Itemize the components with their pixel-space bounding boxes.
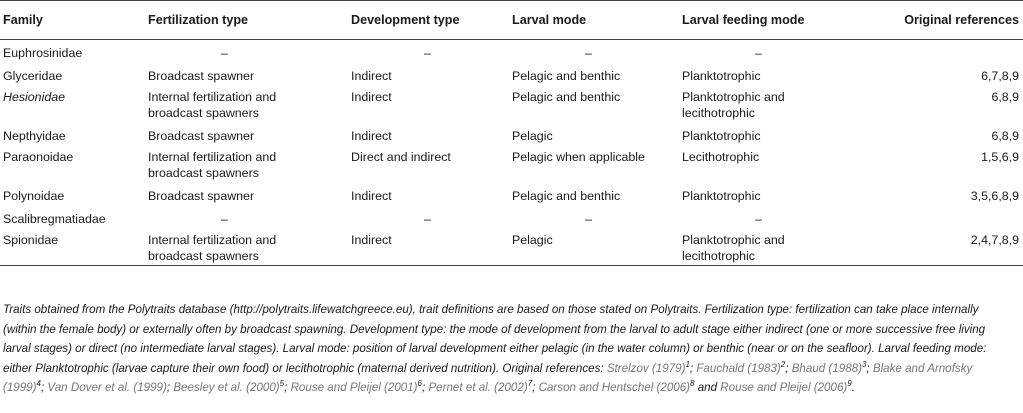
- reference-number: 8: [690, 379, 695, 389]
- cell-larval-mode-text: Pelagic and benthic: [512, 89, 621, 104]
- cell-family-text: Euphrosinidae: [3, 46, 83, 60]
- reference-separator: ;: [866, 361, 873, 375]
- cell-larval-mode: [512, 123, 682, 146]
- reference-number: 6: [417, 379, 422, 389]
- reference-number: 3: [861, 359, 867, 369]
- reference-citation[interactable]: Rouse and Pleijel (2006): [720, 381, 848, 395]
- cell-fertilization-type-text: Internal fertilization and: [148, 149, 277, 164]
- cell-development-type: [351, 206, 512, 229]
- table-row: [0, 63, 1023, 86]
- table-row: [0, 123, 1023, 146]
- cell-larval-mode: [512, 206, 682, 229]
- cell-larval-mode-text: Pelagic: [512, 128, 553, 143]
- reference-number: 9: [847, 379, 852, 389]
- header-family: Family: [0, 1, 148, 40]
- cell-larval-feeding-mode: [682, 183, 868, 206]
- cell-development-type-text: –: [424, 211, 431, 226]
- reference-number: 5: [279, 379, 285, 389]
- cell-family: [0, 123, 148, 146]
- cell-larval-feeding-mode-text: Planktotrophic and: [682, 232, 785, 247]
- reference-citation[interactable]: Blake and Arnofsky (1999): [3, 361, 973, 395]
- cell-larval-feeding-mode-text: lecithotrophic: [682, 248, 756, 263]
- cell-family-text: Polynoidae: [3, 188, 65, 203]
- cell-fertilization-type-text: –: [221, 46, 228, 60]
- header-larval-mode: Larval mode: [512, 1, 682, 40]
- cell-development-type-text: Indirect: [351, 188, 392, 203]
- cell-fertilization-type-text: Internal fertilization and: [148, 89, 277, 104]
- reference-separator: ;: [532, 381, 539, 395]
- cell-fertilization-type: [148, 40, 351, 63]
- cell-original-references: [868, 183, 1023, 206]
- cell-family: [0, 183, 148, 206]
- table-row: [0, 183, 1023, 206]
- reference-citation[interactable]: Pernet et al. (2002): [428, 381, 528, 395]
- cell-development-type: [351, 146, 512, 183]
- cell-larval-mode-text: Pelagic and benthic: [512, 188, 621, 203]
- cell-larval-mode: [512, 63, 682, 86]
- cell-larval-feeding-mode: [682, 86, 868, 123]
- cell-original-references: [868, 229, 1023, 266]
- cell-original-references: [868, 86, 1023, 123]
- cell-larval-feeding-mode-text: Planktotrophic: [682, 188, 761, 203]
- cell-larval-feeding-mode: [682, 40, 868, 63]
- reference-number: 7: [527, 379, 533, 389]
- cell-family-text: Scalibregmatiadae: [3, 211, 106, 226]
- cell-development-type-text: Indirect: [351, 68, 392, 83]
- cell-development-type: [351, 40, 512, 63]
- cell-larval-mode: [512, 40, 682, 63]
- cell-larval-mode: [512, 183, 682, 206]
- cell-original-references: [868, 63, 1023, 86]
- cell-family-text: Spionidae: [3, 232, 59, 247]
- cell-fertilization-type-text: broadcast spawners: [148, 165, 259, 180]
- cell-family: [0, 229, 148, 266]
- cell-larval-mode: [512, 229, 682, 266]
- cell-original-references-text: 6,8,9: [991, 89, 1019, 104]
- cell-family: [0, 146, 148, 183]
- cell-fertilization-type: [148, 146, 351, 183]
- cell-fertilization-type: [148, 183, 351, 206]
- reference-separator: ;: [689, 361, 697, 375]
- reference-separator: ;: [284, 381, 291, 395]
- cell-original-references: [868, 123, 1023, 146]
- cell-fertilization-type-text: Broadcast spawner: [148, 68, 255, 83]
- reference-number: 1: [685, 359, 690, 369]
- cell-fertilization-type-text: –: [221, 211, 228, 226]
- cell-larval-feeding-mode-text: lecithotrophic: [682, 105, 756, 120]
- cell-fertilization-type: [148, 229, 351, 266]
- cell-fertilization-type-text: Broadcast spawner: [148, 128, 255, 143]
- cell-fertilization-type-text: broadcast spawners: [148, 248, 259, 263]
- cell-original-references: [868, 40, 1023, 63]
- cell-larval-feeding-mode: [682, 229, 868, 266]
- cell-original-references: [868, 206, 1023, 229]
- cell-fertilization-type: [148, 86, 351, 123]
- cell-larval-mode-text: Pelagic: [512, 232, 553, 247]
- cell-development-type-text: Indirect: [351, 232, 392, 247]
- footnote-text: Traits obtained from the Polytraits database (http://polytraits.lifewatchgreece.eu), trait definitions are based on those stated on Polytraits. Fertilization type: fertilization can take place internally (within the female body) or externally often by broadcast spawning. Development type: the mode of development from the larval to adult stage either indirect (one or more successive free living larval stages) or direct (no intermediate larval stages). Larval mode: position of larval development either pelagic (in the water column) or benthic (near or on the seafloor). Larval feeding mode: either Planktotrophic (larvae capture their own food) or lecithotrophic (maternal derived nutrition). Original references:: [3, 303, 987, 375]
- cell-family-text: Nepthyidae: [3, 128, 66, 143]
- reference-number: 2: [780, 359, 786, 369]
- cell-larval-feeding-mode-text: –: [755, 211, 762, 226]
- cell-fertilization-type: [148, 63, 351, 86]
- cell-larval-mode: [512, 146, 682, 183]
- reference-separator: .: [851, 381, 855, 395]
- cell-fertilization-type-text: Internal fertilization and: [148, 232, 277, 247]
- cell-fertilization-type: [148, 123, 351, 146]
- cell-larval-feeding-mode-text: –: [755, 46, 762, 60]
- table-row: [0, 146, 1023, 183]
- reference-citation[interactable]: Bhaud (1988): [791, 361, 862, 375]
- cell-larval-feeding-mode-text: Lecithotrophic: [682, 149, 760, 164]
- reference-separator: and: [694, 381, 721, 395]
- cell-fertilization-type: [148, 206, 351, 229]
- cell-fertilization-type-text: Broadcast spawner: [148, 188, 255, 203]
- cell-original-references-text: 2,4,7,8,9: [970, 232, 1019, 247]
- reference-citation[interactable]: Beesley et al. (2000): [173, 381, 280, 395]
- reference-separator: ;: [421, 381, 429, 395]
- cell-development-type-text: Indirect: [351, 89, 392, 104]
- reference-separator: ;: [166, 381, 174, 395]
- cell-larval-mode: [512, 86, 682, 123]
- cell-family: [0, 86, 148, 123]
- reference-separator: ;: [40, 381, 48, 395]
- cell-larval-mode-text: Pelagic and benthic: [512, 68, 621, 83]
- cell-larval-mode-text: Pelagic when applicable: [512, 149, 645, 164]
- cell-development-type-text: Indirect: [351, 128, 392, 143]
- cell-development-type: [351, 123, 512, 146]
- cell-family: [0, 40, 148, 63]
- cell-family-text: Hesionidae: [3, 89, 65, 104]
- cell-development-type: [351, 86, 512, 123]
- table-footnote: [3, 300, 1011, 398]
- reference-number: 4: [36, 379, 41, 389]
- cell-larval-feeding-mode: [682, 206, 868, 229]
- header-larval-feeding-mode: Larval feeding mode: [682, 1, 868, 40]
- cell-larval-feeding-mode: [682, 63, 868, 86]
- reference-citation[interactable]: Fauchald (1983): [696, 361, 781, 375]
- cell-development-type: [351, 63, 512, 86]
- cell-original-references-text: 6,8,9: [991, 128, 1019, 143]
- cell-larval-feeding-mode-text: Planktotrophic: [682, 68, 761, 83]
- cell-original-references: [868, 146, 1023, 183]
- cell-larval-feeding-mode: [682, 146, 868, 183]
- cell-fertilization-type-text: broadcast spawners: [148, 105, 259, 120]
- table-header-row: [0, 1, 1023, 40]
- reference-citation[interactable]: Van Dover et al. (1999): [47, 381, 167, 395]
- cell-larval-feeding-mode: [682, 123, 868, 146]
- cell-original-references-text: 1,5,6,9: [981, 149, 1019, 164]
- cell-development-type-text: –: [424, 46, 431, 60]
- header-fertilization-type: Fertilization type: [148, 1, 351, 40]
- cell-development-type-text: Direct and indirect: [351, 149, 451, 164]
- reference-citation[interactable]: Carson and Hentschel (2006): [538, 381, 691, 395]
- table-row: [0, 206, 1023, 229]
- table-row: [0, 229, 1023, 266]
- header-development-type: Development type: [351, 1, 512, 40]
- reference-citation[interactable]: Rouse and Pleijel (2001): [290, 381, 418, 395]
- cell-family-text: Glyceridae: [3, 68, 63, 83]
- cell-development-type: [351, 183, 512, 206]
- cell-larval-mode-text: –: [585, 46, 592, 60]
- cell-family: [0, 206, 148, 229]
- reference-citation[interactable]: Strelzov (1979): [606, 361, 686, 375]
- header-original-references: Original references: [868, 1, 1023, 40]
- cell-larval-mode-text: –: [585, 211, 592, 226]
- cell-family: [0, 63, 148, 86]
- cell-development-type: [351, 229, 512, 266]
- cell-larval-feeding-mode-text: Planktotrophic: [682, 128, 761, 143]
- reference-separator: ;: [785, 361, 792, 375]
- cell-family-text: Paraonoidae: [3, 149, 74, 164]
- cell-larval-feeding-mode-text: Planktotrophic and: [682, 89, 785, 104]
- cell-original-references-text: 3,5,6,8,9: [970, 188, 1019, 203]
- cell-original-references-text: 6,7,8,9: [981, 68, 1019, 83]
- table-row: [0, 40, 1023, 63]
- table-row: [0, 86, 1023, 123]
